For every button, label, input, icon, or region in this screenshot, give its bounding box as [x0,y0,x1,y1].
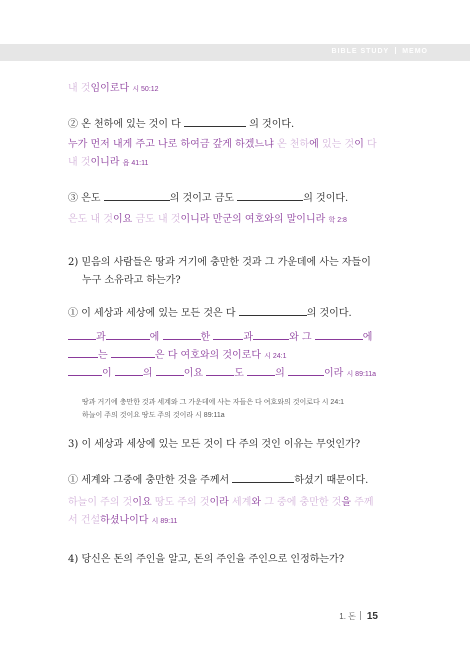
answer-faint: 그 중에 충만한 것 [264,497,342,508]
footer-divider [360,611,361,620]
fill-blank[interactable] [315,330,363,340]
verse-note-line: 땅과 거기에 충만한 것과 세계와 그 가운데에 사는 자들은 다 여호와의 것이로다 시 24:1 [82,399,345,406]
section-4-title [68,551,344,569]
fill-blank[interactable] [213,330,243,340]
fill-blank[interactable] [184,117,246,127]
answer-3 [68,213,403,228]
fill-blank[interactable] [104,191,170,201]
answer-text: 누가 먼저 내게 주고 나로 하여금 갚게 하겠느냐 [68,139,274,150]
fill-blank[interactable] [68,366,102,376]
answer-text: 와 [251,497,262,508]
section-title-line: 누구 소유라고 하는가? [82,275,181,286]
answer-2-line-2 [68,156,403,171]
answer-faint: 다 [367,139,377,150]
q-text: 의 것이고 금도 [169,193,235,204]
answer-s2-line-3 [68,366,403,382]
answer-text: 도 [234,368,244,379]
answer-faint: 은도 내 것 [68,214,113,225]
answer-s3-line-2 [68,514,403,529]
answer-text: 와 그 [289,332,312,343]
answer-text: 이니라 [90,157,120,168]
answer-faint: 세계 [232,497,252,508]
fill-blank[interactable] [237,191,303,201]
answer-text: 한 [200,332,211,343]
answer-faint: 주께 [354,497,374,508]
answer-faint: 땅도 주의 것 [154,497,210,508]
q-text: 이 세상과 세상에 있는 모든 것은 다 [81,308,236,319]
verse-ref: 시 89:11 [151,518,178,525]
answer-text: 이 [102,368,112,379]
q-text: 의 것이다. [306,308,352,319]
chapter-label: 1. 돈 [339,612,356,621]
answer-text: 의 [142,368,153,379]
section-2-question-1 [68,305,352,323]
fill-blank[interactable] [247,366,275,376]
header-memo: MEMO [402,48,428,55]
answer-line-top [68,82,403,97]
answer-text: 이니라 만군의 여호와의 말이니라 [180,214,326,225]
q-text: 온 천하에 있는 것이 다 [81,119,181,130]
q-number: ① [68,308,78,319]
answer-faint: 금도 내 것 [135,214,181,225]
answer-faint: 하늘이 주의 것 [68,497,133,508]
answer-text: 에 [309,139,319,150]
fill-blank[interactable] [68,348,98,358]
answer-faint: 있는 것 [322,139,355,150]
section-title-line: 2) 믿음의 사람들은 땅과 거기에 충만한 것과 그 가운데에 사는 자들이 [68,257,371,268]
answer-s2-line-2 [68,348,403,364]
section-3-title [68,436,360,454]
answer-text: 에 [362,332,373,343]
verse-ref: 시 24:1 [264,353,287,360]
verse-ref: 욥 41:11 [122,160,149,167]
page-footer [339,611,378,622]
header-labels [332,47,428,55]
section-title-line: 4) 당신은 돈의 주인을 알고, 돈의 주인을 주인으로 인정하는가? [68,554,345,565]
section-title-line: 3) 이 세상과 세상에 있는 모든 것이 다 주의 것인 이유는 무엇인가? [68,439,361,450]
q-text: 세계와 그중에 충만한 것을 주께서 [81,475,230,486]
q-text: 의 것이다. [303,193,349,204]
verse-ref: 시 89:11a [346,371,377,378]
answer-text: 는 [98,350,108,361]
question-3 [68,190,348,208]
verse-note-line: 하늘이 주의 것이요 땅도 주의 것이라 시 89:11a [82,412,225,419]
answer-text: 과 [243,332,254,343]
q-number: ③ [68,193,78,204]
answer-faint: 내 것 [68,157,91,168]
answer-faint: 내 것 [68,83,91,94]
fill-blank[interactable] [206,366,234,376]
verse-ref: 학 2:8 [328,217,347,224]
question-2 [68,116,294,134]
answer-text: 이라 [323,368,344,379]
answer-text: 의 [275,368,285,379]
q-text: 은도 [81,193,101,204]
fill-blank[interactable] [232,473,294,483]
fill-blank[interactable] [163,330,201,340]
answer-text: 은 다 여호와의 것이로다 [154,350,261,361]
q-number: ② [68,119,78,130]
fill-blank[interactable] [253,330,289,340]
section-3-question-1 [68,472,368,490]
answer-text: 이라 [209,497,229,508]
answer-faint: 온 천하 [276,139,310,150]
fill-blank[interactable] [156,366,184,376]
q-number: ① [68,475,78,486]
answer-text: 이요 [132,497,152,508]
answer-faint: 서 건설 [68,515,101,526]
answer-text: 이 [354,139,364,150]
fill-blank[interactable] [115,366,143,376]
answer-text: 하셨나이다 [100,515,149,526]
answer-s2-line-1 [68,330,403,345]
header-divider [395,47,396,54]
page-number: 15 [366,611,378,622]
fill-blank[interactable] [239,306,307,316]
fill-blank[interactable] [68,330,96,340]
answer-text: 이요 [113,214,133,225]
verse-note [82,396,344,422]
section-2-title [68,254,371,290]
answer-text: 이요 [183,368,204,379]
answer-s3-line-1 [68,496,403,510]
answer-text: 임이로다 [90,83,130,94]
answer-2-line-1 [68,138,403,152]
answer-text: 에 [149,332,160,343]
fill-blank[interactable] [106,330,150,340]
q-text: 하셨기 때문이다. [294,475,369,486]
answer-text: 을 [341,497,352,508]
header-bible-study: BIBLE STUDY [331,48,390,55]
q-text: 의 것이다. [249,119,295,130]
fill-blank[interactable] [111,348,155,358]
verse-ref: 시 50:12 [132,86,159,93]
answer-text: 과 [96,332,106,343]
fill-blank[interactable] [288,366,324,376]
